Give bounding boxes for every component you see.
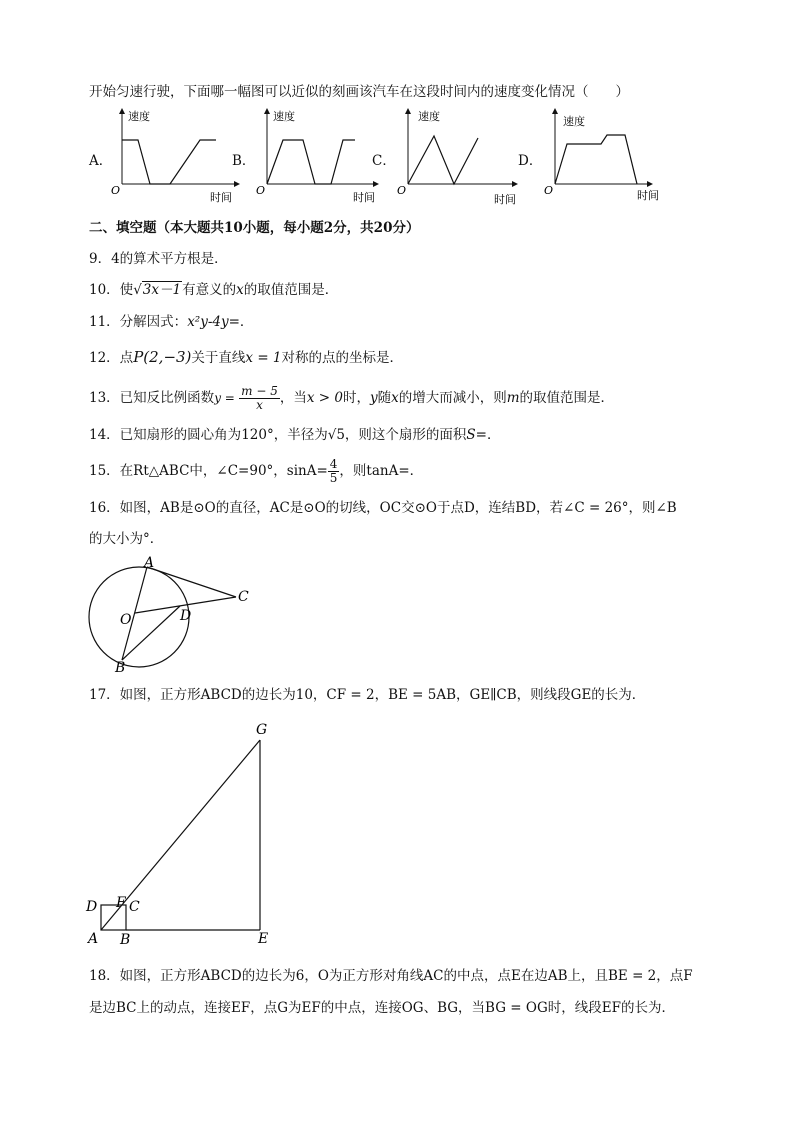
graph-a-xlabel: 时间 — [210, 191, 232, 204]
label-b2: B — [120, 932, 131, 948]
q12-mid: 关于直线 — [191, 350, 246, 366]
q15 — [89, 456, 423, 486]
label-f: F — [116, 895, 126, 911]
q11-pre: 11．分解因式： — [89, 314, 188, 330]
label-e: E — [258, 931, 269, 947]
q10-post: 有意义的 — [182, 282, 237, 298]
q10-radicand: 3x－1 — [142, 282, 182, 298]
graph-c-ylabel: 速度 — [418, 110, 440, 123]
option-c-letter: C． — [372, 153, 396, 169]
q13-fraction — [239, 385, 280, 412]
q13-mid2: 时， — [342, 390, 370, 406]
q13-cond: x > 0 — [306, 390, 343, 406]
q13-y: y = — [214, 391, 235, 405]
q13-mid3: 随 — [377, 390, 392, 406]
q16-line1: 16．如图，AB是⊙O的直径，AC是⊙O的切线，OC交⊙O于点D，连结BD，若∠C = 26°，则∠B — [89, 500, 677, 516]
q13 — [89, 383, 614, 413]
q11 — [89, 313, 253, 331]
q13-mid1: ，当 — [279, 390, 307, 406]
q13-pre: 13．已知反比例函数 — [89, 390, 215, 406]
sqrt-sign: √ — [133, 282, 142, 298]
q16-figure — [80, 555, 270, 680]
q14 — [89, 426, 500, 444]
graph-b-ylabel: 速度 — [273, 110, 295, 123]
label-b: B — [115, 660, 126, 676]
option-d-letter: D． — [518, 153, 543, 169]
graph-a-ylabel: 速度 — [128, 110, 150, 123]
q13-num: m − 5 — [241, 384, 278, 398]
q8-stem: 开始匀速行驶，下面哪一幅图可以近似的刻画该汽车在这段时间内的速度变化情况（ ） — [89, 84, 629, 100]
q12 — [89, 348, 403, 367]
q14-mid: ，半径为 — [273, 427, 328, 443]
q14-angle: 120° — [241, 427, 274, 443]
label-g: G — [256, 722, 268, 738]
q14-pre: 14．已知扇形的圆心角为 — [89, 427, 242, 443]
graph-a-origin: O — [111, 184, 121, 197]
label-a: A — [144, 555, 155, 571]
q15-pre: 15．在Rt△ABC中，∠C=90°，sinA= — [89, 463, 328, 479]
q11-tail: =． — [228, 314, 254, 330]
q12-line: x = 1 — [245, 350, 282, 366]
q13-m: m — [506, 390, 520, 406]
q16-line2: 的大小为°． — [89, 531, 164, 547]
q17-figure — [84, 718, 284, 948]
q13-x2: x — [391, 390, 399, 406]
graph-a — [108, 108, 238, 208]
section-heading: 二、填空题（本大题共10小题，每小题2分，共20分） — [89, 220, 420, 236]
q18-line2: 是边BC上的动点，连接EF，点G为EF的中点，连接OG、BG，当BG = OG时，线段EF的长为． — [89, 1000, 675, 1016]
q10-var: x — [236, 282, 244, 298]
q12-pre: 12．点 — [89, 350, 134, 366]
q17: 17．如图，正方形ABCD的边长为10，CF = 2，BE = 5AB，GE∥CB，则线段GE的长为． — [89, 687, 646, 703]
graph-c-xlabel: 时间 — [494, 193, 516, 206]
q12-tail: 对称的点的坐标是． — [281, 350, 404, 366]
q15-num: 4 — [329, 457, 338, 471]
q13-tail: 的取值范围是． — [519, 390, 615, 406]
label-o: O — [120, 612, 132, 628]
graph-d-ylabel: 速度 — [563, 115, 585, 128]
q11-expr: x²y-4y — [187, 314, 229, 330]
q10-tail: 的取值范围是． — [243, 282, 339, 298]
option-a-letter: A． — [89, 153, 113, 169]
label-d2: D — [86, 899, 98, 915]
q13-y2: y — [369, 390, 378, 406]
q13-den: x — [256, 398, 263, 412]
circle-o — [89, 567, 192, 667]
option-b-letter: B． — [232, 153, 256, 169]
label-c2: C — [129, 899, 140, 915]
graph-d-origin: O — [544, 184, 554, 197]
q14-s: S — [466, 427, 476, 443]
q18-line1: 18．如图，正方形ABCD的边长为6，O为正方形对角线AC的中点，点E在边AB上，且BE = 2，点F — [89, 968, 693, 984]
q9: 9．4的算术平方根是． — [89, 251, 228, 267]
graph-d-xlabel: 时间 — [637, 189, 659, 202]
graph-c — [394, 108, 524, 208]
graph-d — [541, 108, 671, 208]
q15-fraction — [328, 458, 340, 485]
q14-tail: =． — [475, 427, 501, 443]
q10-pre: 10．使 — [89, 282, 134, 298]
q14-r: √5 — [327, 427, 345, 443]
label-d: D — [180, 608, 192, 624]
q10 — [89, 281, 338, 299]
graph-c-origin: O — [397, 184, 407, 197]
label-a2: A — [88, 931, 99, 947]
q15-den: 5 — [329, 471, 338, 485]
q13-mid4: 的增大而减小，则 — [398, 390, 507, 406]
q15-tail: ，则tanA=． — [339, 463, 424, 479]
graph-b — [253, 108, 383, 208]
tangent-ac — [147, 567, 236, 597]
graph-b-xlabel: 时间 — [353, 191, 375, 204]
label-c: C — [238, 589, 249, 605]
q14-mid2: ，则这个扇形的面积 — [344, 427, 467, 443]
q12-point: P(2,−3) — [133, 348, 192, 366]
graph-b-origin: O — [256, 184, 266, 197]
